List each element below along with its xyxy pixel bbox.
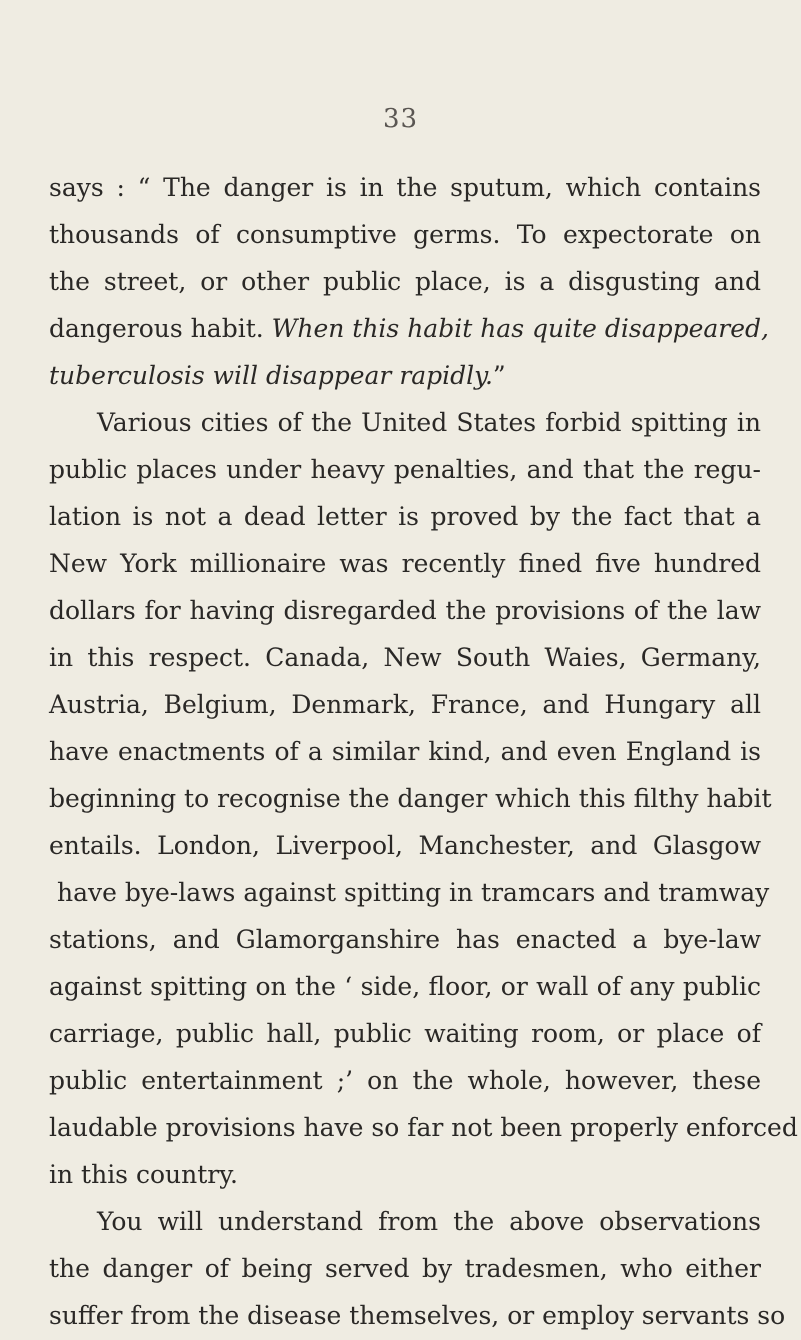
text-line: says : “ The danger is in the sputum, which contains [49, 173, 761, 202]
text-line: tuberculosis will disappear rapidly.” [49, 361, 506, 390]
text-line: Austria, Belgium, Denmark, France, and Hungary all [49, 690, 761, 719]
text-line: beginning to recognise the danger which this filthy habit [49, 784, 772, 813]
page-number: 33 [382, 104, 419, 134]
text-line: stations, and Glamorganshire has enacted a bye-law [49, 925, 761, 954]
text-line: public places under heavy penalties, and that the regu- [49, 455, 761, 484]
text-line: lation is not a dead letter is proved by the fact that a [49, 502, 761, 531]
text-line: thousands of consumptive germs. To expectorate on [49, 220, 761, 249]
text-line: suffer from the disease themselves, or employ servants so [49, 1301, 786, 1330]
text-line: in this country. [49, 1160, 238, 1189]
text-line: the danger of being served by tradesmen, who either [49, 1254, 761, 1283]
text-line: in this respect. Canada, New South Waies, Germany, [49, 643, 761, 672]
text-line: laudable provisions have so far not been properly enforced [49, 1113, 798, 1142]
text-line: the street, or other public place, is a disgusting and [49, 267, 761, 296]
text-line: public entertainment ;’ on the whole, however, these [49, 1066, 761, 1095]
text-line: dollars for having disregarded the provisions of the law [49, 596, 761, 625]
text-line: carriage, public hall, public waiting room, or place of [49, 1019, 761, 1048]
text-line: New York millionaire was recently fined five hundred [49, 549, 761, 578]
text-line: have bye-laws against spitting in tramcars and tramway [57, 878, 770, 907]
text-line: entails. London, Liverpool, Manchester, and Glasgow [49, 831, 761, 860]
paragraph-first-line: You will understand from the above observations [97, 1207, 761, 1236]
text-line: have enactments of a similar kind, and even England is [49, 737, 761, 766]
paragraph-first-line: Various cities of the United States forbid spitting in [97, 408, 761, 437]
text-line: against spitting on the ‘ side, floor, or wall of any public [49, 972, 761, 1001]
text-line: dangerous habit. When this habit has quite disappeared, [49, 314, 770, 343]
